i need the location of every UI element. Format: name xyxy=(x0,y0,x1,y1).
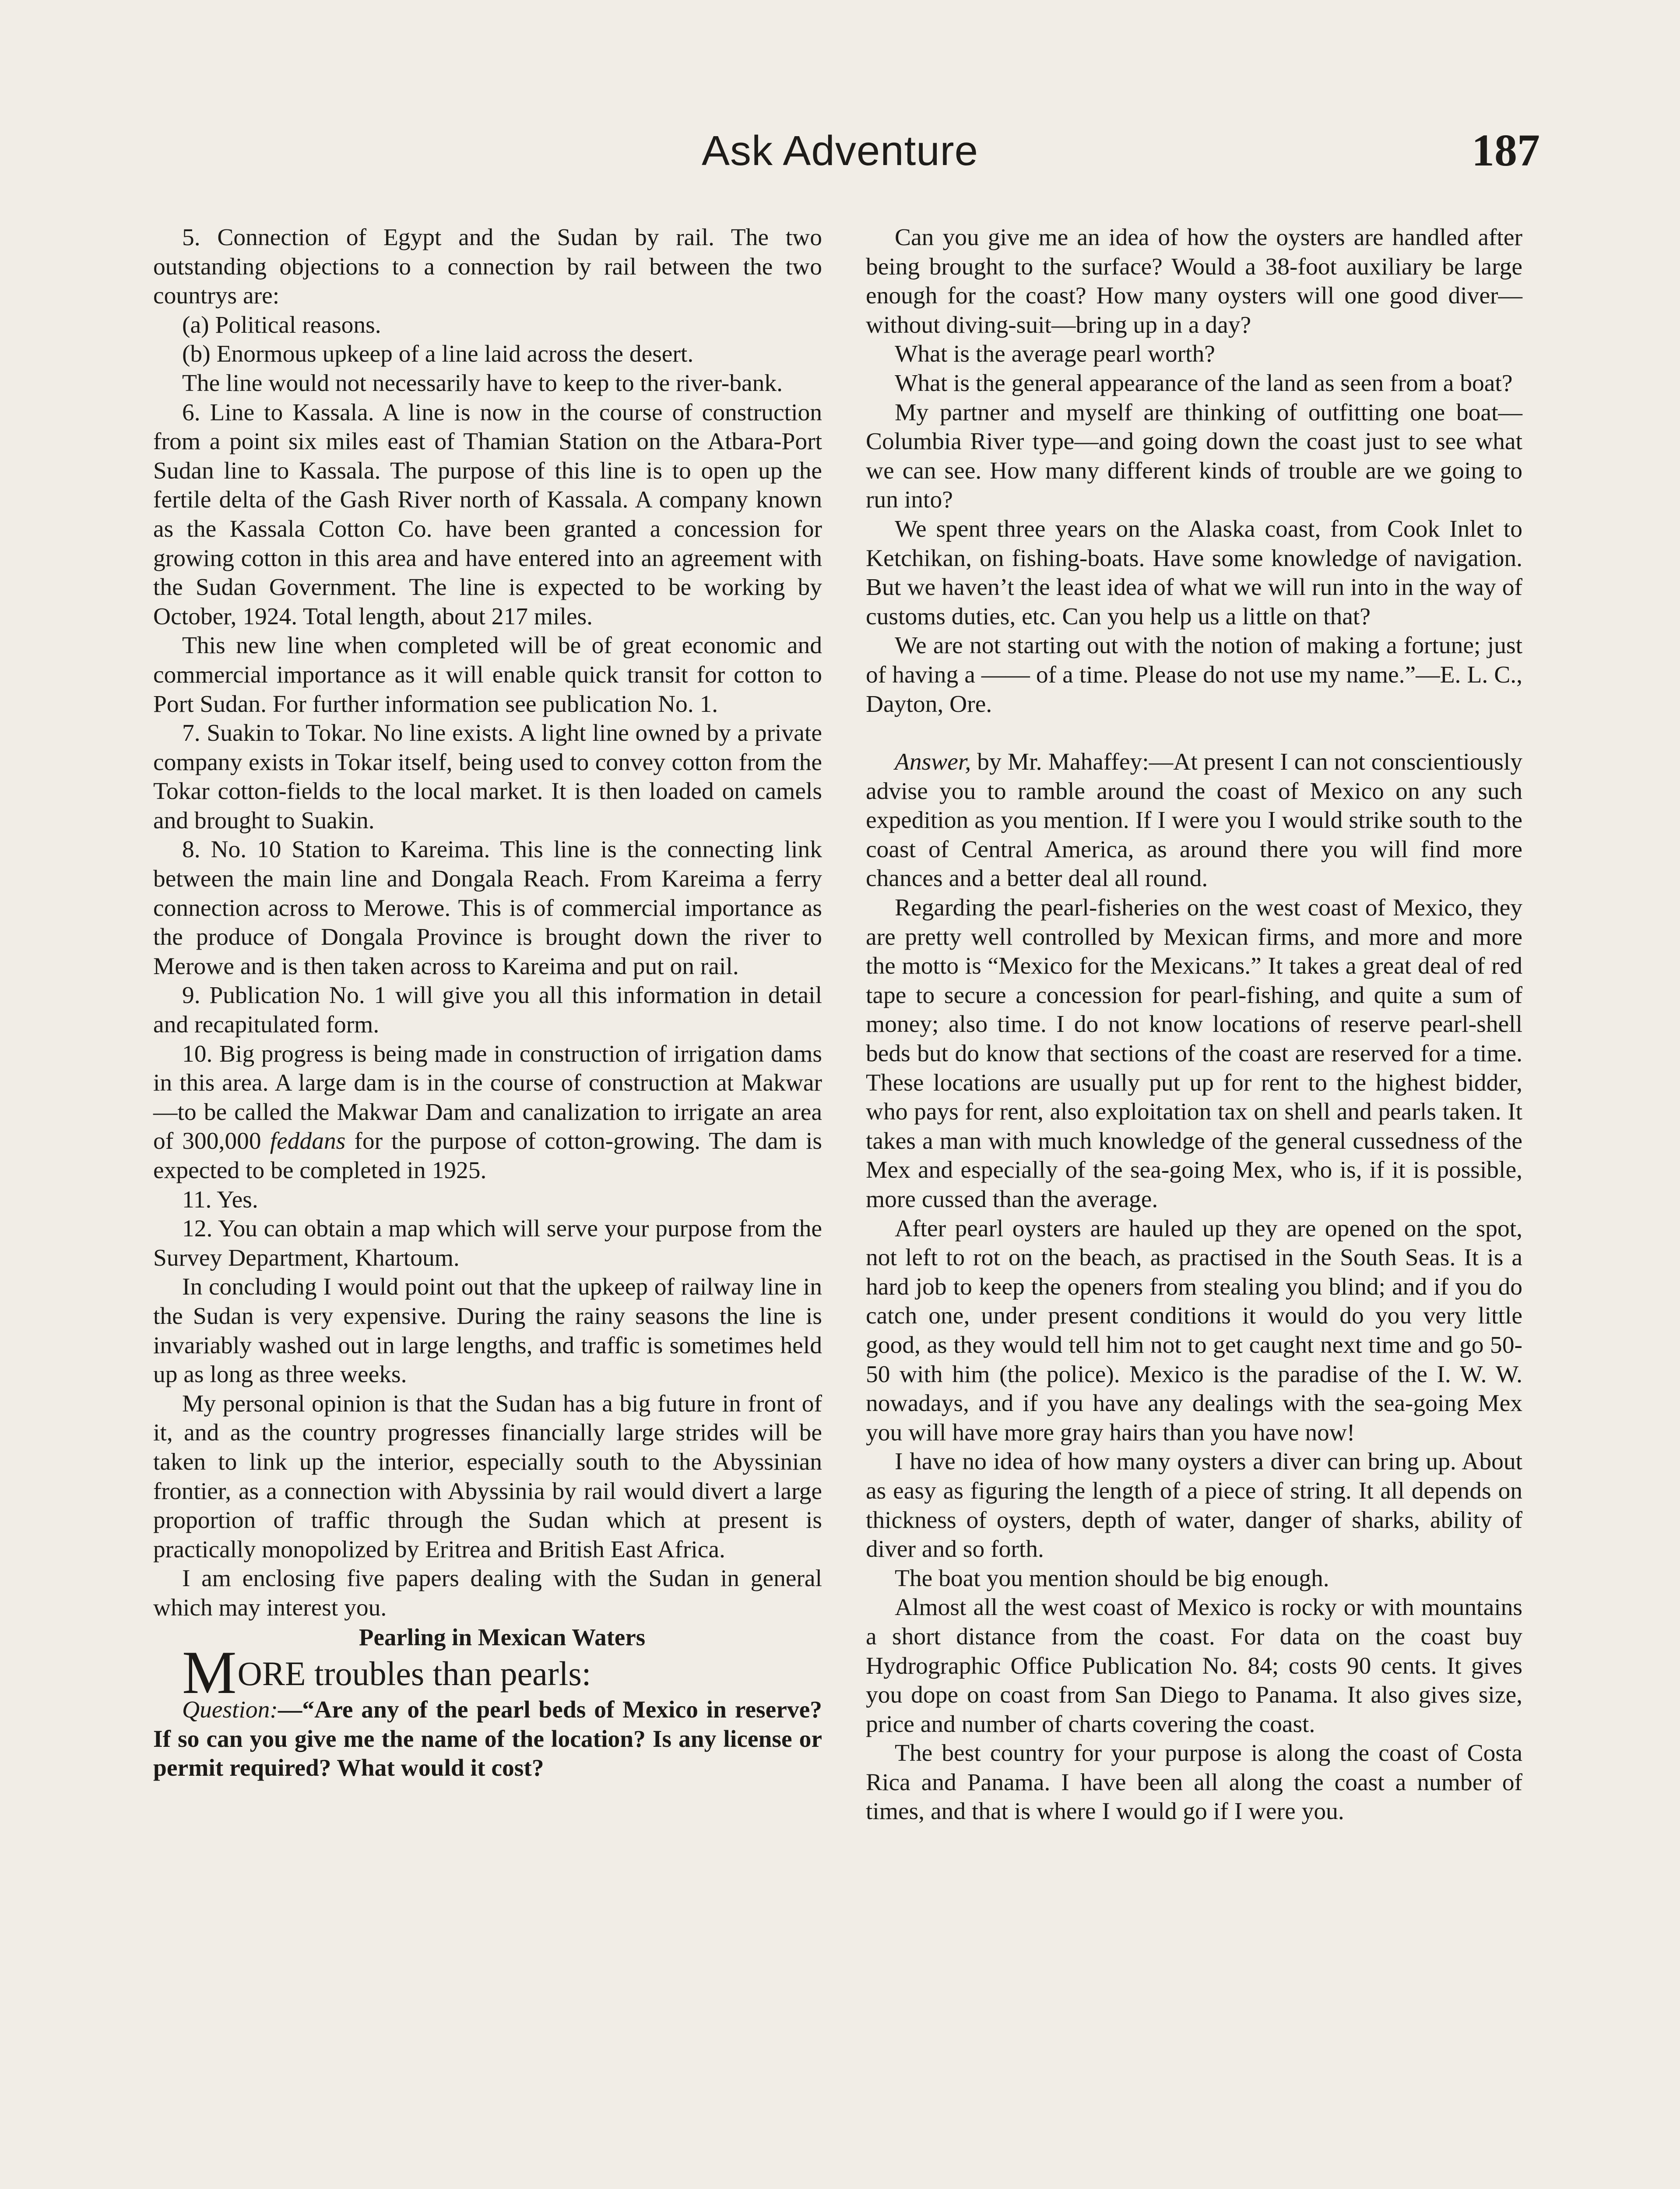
paragraph: My partner and myself are thinking of outfitting one boat—Columbia River type—and going down the coast just to see what we can see. How many different kinds of trouble are we going to run into? xyxy=(866,399,1522,514)
paragraph: 7. Suakin to Tokar. No line exists. A light line owned by a private company exists in Tokar itself, being used to convey cotton from the Tokar cotton-fields to the local market. It is then loaded on camels and brought to Suakin. xyxy=(153,720,822,834)
paragraph: I have no idea of how many oysters a diver can bring up. About as easy as figuring the length of a piece of string. It all depends on thickness of oysters, depth of water, danger of sharks, ability of diver and so forth. xyxy=(866,1448,1522,1563)
paragraph: 5. Connection of Egypt and the Sudan by rail. The two outstanding objections to a connection by rail between the two countrys are: xyxy=(153,224,822,310)
answer-text: by Mr. Mahaffey:—At present I can not conscientiously advise you to ramble around the coast of Mexico on any such expedition as you mention. If I were you I would strike south to the coast of Central America, as around there you will find more chances and a better deal all round. xyxy=(866,749,1522,892)
page-header xyxy=(0,127,1680,188)
paragraph: I am enclosing five papers dealing with the Sudan in general which may interest you. xyxy=(153,1565,822,1621)
dropcap-rest: ORE troubles than pearls: xyxy=(237,1654,591,1693)
paragraph: The best country for your purpose is along the coast of Costa Rica and Panama. I have been all along the coast a number of times, and that is where I would go if I were you. xyxy=(866,1740,1522,1825)
paragraph: In concluding I would point out that the upkeep of railway line in the Sudan is very expensive. During the rainy seasons the line is invariably washed out in large lengths, and traffic is sometimes held up as long as three weeks. xyxy=(153,1274,822,1388)
answer-label: Answer, xyxy=(895,749,971,776)
paragraph: Can you give me an idea of how the oysters are handled after being brought to the surface? Would a 38-foot auxiliary be large enough for the coast? How many oysters will one good diver—without diving-suit—bring up in a day? xyxy=(866,224,1522,338)
paragraph: What is the general appearance of the land as seen from a boat? xyxy=(895,370,1513,397)
text-run: 10. Big progress is being made in construction of irrigation dams in this area. A large dam is in the course of construction at Makwar—to be called the Makwar Dam and canalization to irrigate an area of 300,000 xyxy=(153,1040,822,1155)
italic-term: feddans xyxy=(270,1128,346,1155)
question-label: Question: xyxy=(182,1696,278,1724)
paragraph: 8. No. 10 Station to Kareima. This line is the connecting link between the main line and Dongala Reach. From Kareima a ferry connection across to Merowe. This is of commercial importance as the produce of Dongala Province is brought down the river to Merowe and is then taken across to Kareima and put on rail. xyxy=(153,836,822,980)
paragraph: 9. Publication No. 1 will give you all this information in detail and recapitulated form. xyxy=(153,982,822,1038)
paragraph: We spent three years on the Alaska coast, from Cook Inlet to Ketchikan, on fishing-boats. Have some knowledge of navigation. But we haven’t the least idea of what we will run into in the way of customs duties, etc. Can you help us a little on that? xyxy=(866,515,1522,630)
paragraph: This new line when completed will be of great economic and commercial importance as it will enable quick transit for cotton to Port Sudan. For further information see publication No. 1. xyxy=(153,632,822,718)
section-heading: Pearling in Mexican Waters xyxy=(358,1623,646,1651)
paragraph: (a) Political reasons. xyxy=(182,311,381,338)
paragraph: 11. Yes. xyxy=(182,1186,258,1213)
paragraph xyxy=(153,1040,822,1186)
dropcap-intro xyxy=(153,1639,822,1707)
dropcap-letter: M xyxy=(182,1639,237,1707)
paragraph: My personal opinion is that the Sudan has a big future in front of it, and as the country progresses financially large strides will be taken to link up the interior, especially south to the Abyssinian frontier, as a connection with Abyssinia by rail would divert a large proportion of traffic through the Sudan which at present is practically monopolized by Eritrea and British East Africa. xyxy=(153,1390,822,1563)
paragraph: (b) Enormous upkeep of a line laid across the desert. xyxy=(182,341,694,368)
paragraph: After pearl oysters are hauled up they are opened on the spot, not left to rot on the beach, as practised in the South Seas. It is a hard job to keep the openers from stealing you blind; and if you do catch one, under present conditions it would do you very little good, as they would tell him not to get caught next time and go 50-50 with him (the police). Mexico is the paradise of the I. W. W. nowadays, and if you have any dealings with the sea-going Mex you will have more gray hairs than you have now! xyxy=(866,1215,1522,1446)
paragraph: 6. Line to Kassala. A line is now in the course of construction from a point six miles east of Thamian Station on the Atbara-Port Sudan line to Kassala. The purpose of this line is to open up the fertile delta of the Gash River north of Kassala. A company known as the Kassala Cotton Co. have been granted a concession for growing cotton in this area and have entered into an agreement with the Sudan Government. The line is expected to be working by October, 1924. Total length, about 217 miles. xyxy=(153,399,822,630)
paragraph: The line would not necessarily have to keep to the river-bank. xyxy=(182,370,783,397)
paragraph: What is the average pearl worth? xyxy=(895,341,1215,368)
paragraph: 12. You can obtain a map which will serve your purpose from the Survey Department, Khartoum. xyxy=(153,1215,822,1271)
right-column xyxy=(866,223,1522,1827)
question-text: —“Are any of the pearl beds of Mexico in reserve? If so can you give me the name of the location? Is any license or permit required? What would it cost? xyxy=(153,1696,822,1782)
answer-paragraph xyxy=(866,748,1522,894)
paragraph: Regarding the pearl-fisheries on the west coast of Mexico, they are pretty well controlled by Mexican firms, and more and more the motto is “Mexico for the Mexicans.” It takes a great deal of red tape to secure a concession for pearl-fishing, and quite a sum of money; also time. I do not know locations of reserve pearl-shell beds but do know that sections of the coast are reserved for a time. These locations are usually put up for rent to the highest bidder, who pays for rent, also exploitation tax on shell and pearls taken. It takes a man with much knowledge of the general cussedness of the Mex and especially of the sea-going Mex, who is, if it is possible, more cussed than the average. xyxy=(866,894,1522,1213)
paragraph: Almost all the west coast of Mexico is rocky or with mountains a short distance from the coast. For data on the coast buy Hydrographic Office Publication No. 84; costs 90 cents. It gives you dope on coast from San Diego to Panama. It also gives size, price and number of charts covering the coast. xyxy=(866,1594,1522,1738)
left-column xyxy=(153,223,822,1783)
question-paragraph xyxy=(153,1696,822,1783)
text-run: for the purpose of cotton-growing. The dam is expected to be completed in 1925. xyxy=(153,1128,822,1184)
running-head: Ask Adventure xyxy=(701,127,979,174)
page-number: 187 xyxy=(1472,125,1540,176)
paragraph: We are not starting out with the notion of making a fortune; just of having a —— of a time. Please do not use my name.”—E. L. C., Dayton, Ore. xyxy=(866,632,1522,718)
paragraph: The boat you mention should be big enough. xyxy=(895,1565,1329,1592)
